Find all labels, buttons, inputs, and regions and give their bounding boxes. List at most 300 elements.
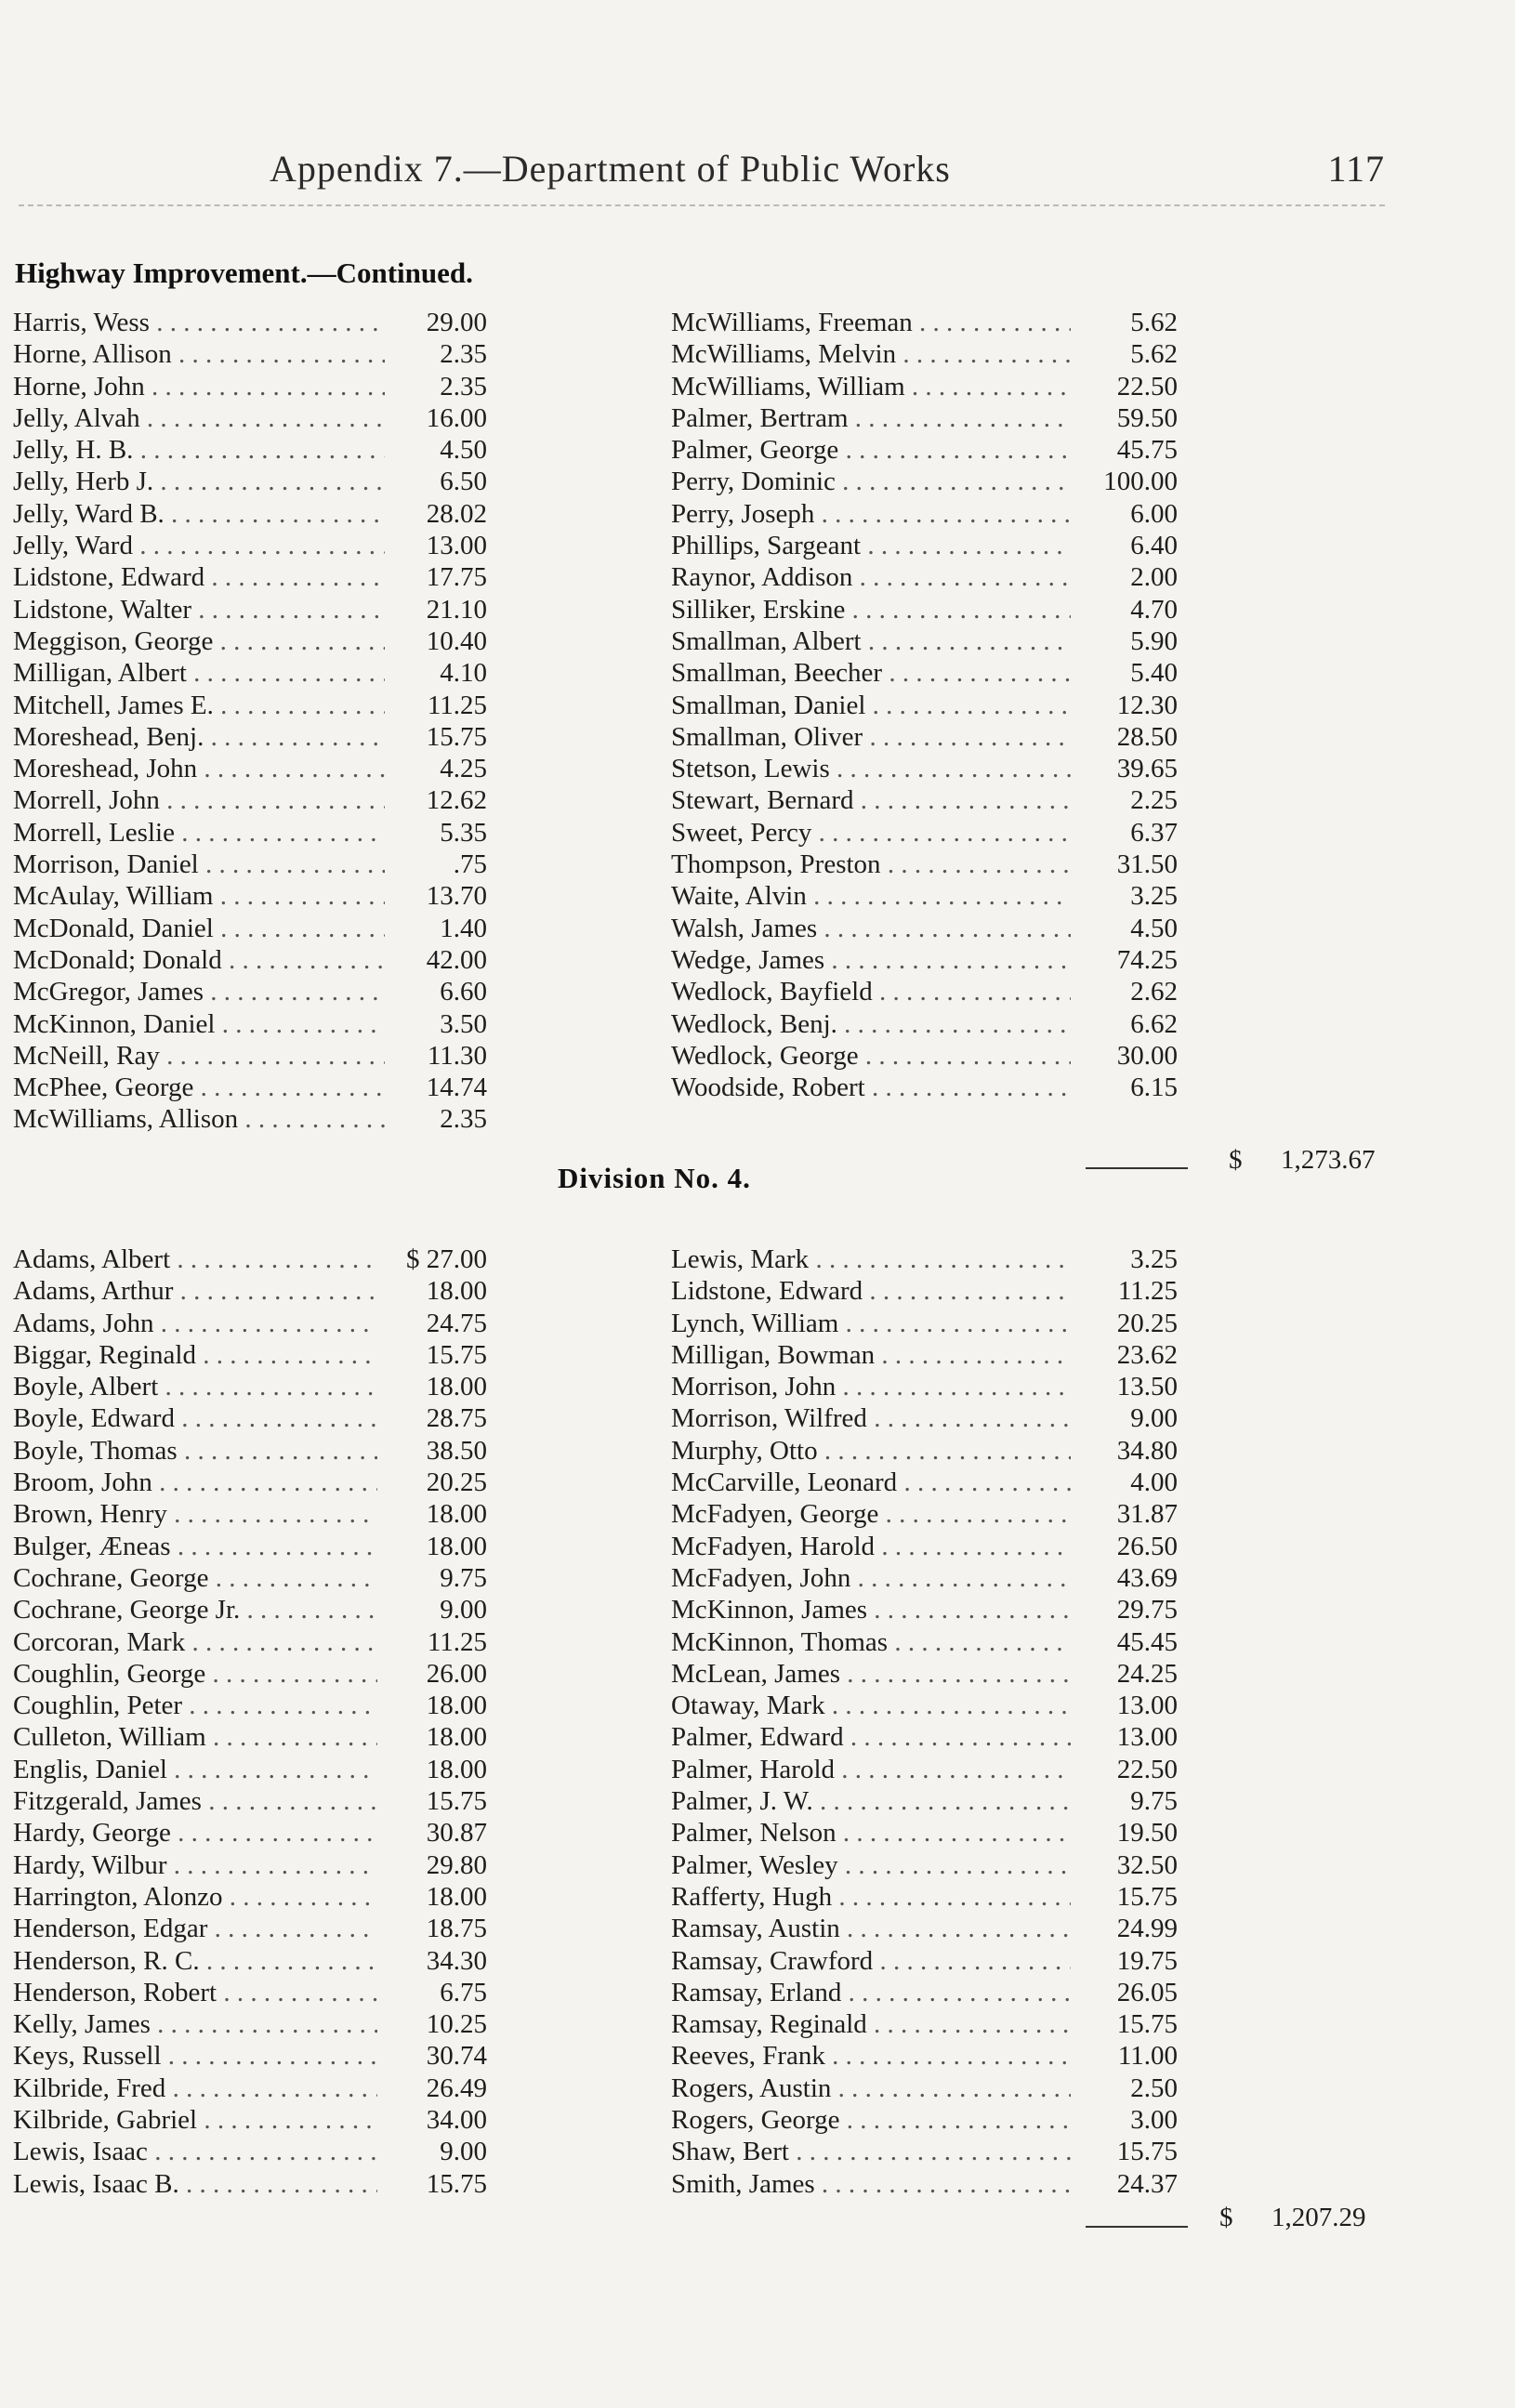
payee-name: Lewis, Isaac B. . . . [13, 2168, 377, 2200]
payee-name: Ramsay, Reginald . . . [671, 2008, 1071, 2040]
payment-amount: 26.05 [1116, 1977, 1178, 2007]
payment-amount: 5.35 [440, 817, 487, 848]
payment-amount: 29.00 [426, 308, 487, 337]
payee-name: Corcoran, Mark . . . [13, 1626, 377, 1658]
payee-name: Smallman, Albert . . . [671, 625, 1071, 657]
table-row [671, 2168, 1178, 2200]
payee-name: Boyle, Albert . . . [13, 1371, 377, 1402]
table-row [671, 1626, 1178, 1658]
table-row [671, 849, 1178, 880]
table-row [13, 1977, 487, 2008]
payee-name: McFadyen, Harold . . . [671, 1531, 1071, 1562]
payee-name: Lidstone, Walter . . . [13, 594, 385, 625]
table-row [671, 402, 1178, 434]
payment-amount: 13.50 [1116, 1372, 1178, 1402]
payment-amount: 15.75 [1116, 1881, 1178, 1912]
table-row [13, 1817, 487, 1849]
payment-amount: 2.35 [440, 371, 487, 401]
table-row [671, 880, 1178, 912]
entries-column-a [13, 307, 487, 1136]
payee-name: McWilliams, Freeman . . . [671, 307, 1071, 338]
payment-amount: 3.25 [1130, 881, 1178, 912]
payee-name: McWilliams, Allison . . . [13, 1103, 385, 1135]
table-row [13, 721, 487, 753]
payment-amount: 11.25 [1117, 1276, 1178, 1307]
table-row [13, 371, 487, 402]
payee-name: Sweet, Percy . . . [671, 817, 1071, 849]
payee-name: Mitchell, James E. . . . [13, 690, 385, 721]
payment-amount: 3.00 [1130, 2105, 1178, 2136]
table-row [671, 1402, 1178, 1434]
table-row [671, 1817, 1178, 1849]
division-total-rule [1086, 2226, 1188, 2228]
payment-amount: 12.30 [1116, 690, 1178, 720]
payment-amount: 6.60 [440, 977, 487, 1007]
payee-name: Reeves, Frank . . . [671, 2040, 1071, 2072]
table-row [671, 1339, 1178, 1371]
payment-amount: 2.35 [440, 339, 487, 370]
table-row [13, 466, 487, 497]
payee-name: Palmer, Bertram . . . [671, 402, 1071, 434]
table-row [671, 434, 1178, 466]
table-row [13, 1103, 487, 1135]
payee-name: Otaway, Mark . . . [671, 1690, 1071, 1721]
table-row [13, 753, 487, 784]
header-rule [19, 204, 1385, 206]
payment-amount: 4.50 [440, 435, 487, 466]
payment-amount: 5.40 [1130, 658, 1178, 689]
payment-amount: 3.25 [1130, 1244, 1178, 1274]
table-row [13, 817, 487, 849]
table-row [671, 338, 1178, 370]
payee-name: McFadyen, George . . . [671, 1498, 1071, 1530]
payment-amount: 11.30 [427, 1040, 487, 1071]
table-row [13, 784, 487, 816]
table-row [671, 498, 1178, 530]
payment-amount: 30.87 [426, 1818, 487, 1849]
table-row [671, 1498, 1178, 1530]
payment-amount: 24.75 [426, 1308, 487, 1338]
payment-amount: 15.75 [426, 2168, 487, 2199]
table-row [13, 561, 487, 593]
table-row [671, 1977, 1178, 2008]
payee-name: Smallman, Daniel . . . [671, 690, 1071, 721]
payee-name: McAulay, William . . . [13, 880, 385, 912]
payee-name: Ramsay, Erland . . . [671, 1977, 1071, 2008]
payee-name: Englis, Daniel . . . [13, 1754, 377, 1785]
payment-amount: 6.37 [1130, 817, 1178, 848]
payee-name: Wedlock, George . . . [671, 1040, 1071, 1072]
entries-column-c [13, 1243, 487, 2200]
payment-amount: 20.25 [426, 1467, 487, 1498]
payee-name: Morrison, Wilfred . . . [671, 1402, 1071, 1434]
payment-amount: 5.90 [1130, 625, 1178, 656]
payee-name: Henderson, Edgar . . . [13, 1913, 377, 1944]
section-title: Highway Improvement.—Continued. [15, 257, 473, 289]
payment-amount: 4.70 [1130, 594, 1178, 625]
payee-name: Jelly, Ward . . . [13, 530, 385, 561]
payee-name: Wedge, James . . . [671, 944, 1071, 976]
payment-amount: 18.00 [426, 1276, 487, 1307]
table-row [13, 1658, 487, 1690]
payment-amount: 6.62 [1130, 1008, 1178, 1039]
payee-name: Broom, John . . . [13, 1467, 377, 1498]
payee-name: McFadyen, John . . . [671, 1562, 1071, 1594]
payment-amount: 2.62 [1130, 977, 1178, 1007]
table-row [671, 1308, 1178, 1339]
payee-name: Raynor, Addison . . . [671, 561, 1071, 593]
payment-amount: 32.50 [1116, 1849, 1178, 1880]
payee-name: Horne, John . . . [13, 371, 385, 402]
table-row [671, 1658, 1178, 1690]
payee-name: Morrell, Leslie . . . [13, 817, 385, 849]
payee-name: Biggar, Reginald . . . [13, 1339, 377, 1371]
payment-amount: 13.70 [426, 881, 487, 912]
payee-name: Boyle, Edward . . . [13, 1402, 377, 1434]
payee-name: McNeill, Ray . . . [13, 1040, 385, 1072]
table-row [13, 1339, 487, 1371]
table-row [13, 1072, 487, 1103]
table-row [13, 1371, 487, 1402]
table-row [671, 1690, 1178, 1721]
payment-amount: 34.00 [426, 2105, 487, 2136]
payee-name: Culleton, William . . . [13, 1721, 377, 1753]
payee-name: Shaw, Bert . . . [671, 2136, 1071, 2167]
payee-name: Hardy, George . . . [13, 1817, 377, 1849]
table-row [13, 2072, 487, 2104]
payment-amount: 2.00 [1130, 562, 1178, 593]
payment-amount: 26.50 [1116, 1531, 1178, 1561]
payee-name: Rogers, George . . . [671, 2104, 1071, 2136]
payee-name: McWilliams, Melvin . . . [671, 338, 1071, 370]
payment-amount: 9.75 [440, 1562, 487, 1593]
payee-name: Jelly, Herb J. . . . [13, 466, 385, 497]
payment-amount: 45.75 [1116, 435, 1178, 466]
payee-name: Lidstone, Edward . . . [13, 561, 385, 593]
payee-name: Moreshead, Benj. . . . [13, 721, 385, 753]
payment-amount: 15.75 [1116, 2009, 1178, 2040]
table-row [13, 498, 487, 530]
payment-amount: .75 [453, 849, 487, 880]
table-row [13, 402, 487, 434]
table-row [13, 434, 487, 466]
table-row [13, 1008, 487, 1040]
payee-name: Kelly, James . . . [13, 2008, 377, 2040]
payment-amount: 59.50 [1116, 402, 1178, 433]
table-row [671, 1562, 1178, 1594]
table-row [671, 1435, 1178, 1467]
payee-name: Brown, Henry . . . [13, 1498, 377, 1530]
payment-amount: 10.25 [426, 2009, 487, 2040]
payment-amount: 14.74 [426, 1072, 487, 1103]
table-row [671, 2040, 1178, 2072]
payee-name: Lynch, William . . . [671, 1308, 1071, 1339]
payment-amount: 19.50 [1116, 1818, 1178, 1849]
payee-name: Palmer, J. W. . . . [671, 1785, 1071, 1817]
payee-name: McPhee, George . . . [13, 1072, 385, 1103]
table-row [671, 594, 1178, 625]
payment-amount: 34.30 [426, 1945, 487, 1976]
table-row [13, 1626, 487, 1658]
payment-amount: 34.80 [1116, 1435, 1178, 1466]
payee-name: Ramsay, Austin . . . [671, 1913, 1071, 1944]
payee-name: Kilbride, Gabriel . . . [13, 2104, 377, 2136]
payment-amount: 29.80 [426, 1849, 487, 1880]
table-row [671, 1754, 1178, 1785]
table-row [671, 690, 1178, 721]
table-row [13, 1275, 487, 1307]
payment-amount: 5.62 [1130, 308, 1178, 337]
payment-amount: 19.75 [1116, 1945, 1178, 1976]
payee-name: Walsh, James . . . [671, 913, 1071, 944]
payment-amount: 38.50 [426, 1435, 487, 1466]
payment-amount: 31.87 [1116, 1499, 1178, 1530]
table-row [13, 1562, 487, 1594]
payee-name: Stetson, Lewis . . . [671, 753, 1071, 784]
payee-name: McDonald; Donald . . . [13, 944, 385, 976]
payee-name: Kilbride, Fred . . . [13, 2072, 377, 2104]
payment-amount: 18.00 [426, 1722, 487, 1753]
payment-amount: 22.50 [1116, 1754, 1178, 1784]
payment-amount: 4.25 [440, 754, 487, 784]
payment-amount: 30.00 [1116, 1040, 1178, 1071]
section-total-symbol: $ [1229, 1145, 1243, 1175]
payment-amount: 24.25 [1116, 1658, 1178, 1689]
payee-name: Palmer, Edward . . . [671, 1721, 1071, 1753]
payment-amount: 18.00 [426, 1754, 487, 1784]
table-row [671, 1881, 1178, 1913]
payee-name: McKinnon, Thomas . . . [671, 1626, 1071, 1658]
payee-name: Keys, Russell . . . [13, 2040, 377, 2072]
table-row [13, 1785, 487, 1817]
payee-name: Palmer, George . . . [671, 434, 1071, 466]
table-row [671, 371, 1178, 402]
table-row [671, 1243, 1178, 1275]
payee-name: Waite, Alvin . . . [671, 880, 1071, 912]
table-row [13, 1243, 487, 1275]
table-row [671, 1040, 1178, 1072]
payment-amount: 15.75 [426, 721, 487, 752]
table-row [13, 1945, 487, 1977]
header-title: Appendix 7.—Department of Public Works [270, 148, 951, 190]
table-row [671, 1849, 1178, 1881]
payment-amount: 5.62 [1130, 339, 1178, 370]
payment-amount: 15.75 [426, 1786, 487, 1817]
payee-name: Morrison, John . . . [671, 1371, 1071, 1402]
payment-amount: $ 27.00 [406, 1244, 487, 1274]
payee-name: Smith, James . . . [671, 2168, 1071, 2200]
payment-amount: 18.00 [426, 1691, 487, 1721]
payee-name: Silliker, Erskine . . . [671, 594, 1071, 625]
payment-amount: 4.00 [1130, 1467, 1178, 1498]
table-row [671, 976, 1178, 1007]
table-row [671, 817, 1178, 849]
payment-amount: 13.00 [426, 531, 487, 561]
payee-name: Palmer, Nelson . . . [671, 1817, 1071, 1849]
section-total-amount: 1,273.67 [1281, 1145, 1376, 1175]
table-row [13, 1881, 487, 1913]
table-row [671, 2008, 1178, 2040]
payment-amount: 10.40 [426, 625, 487, 656]
payment-amount: 21.10 [426, 594, 487, 625]
payee-name: Milligan, Bowman . . . [671, 1339, 1071, 1371]
division-total-amount: 1,207.29 [1271, 2203, 1366, 2232]
payment-amount: 20.25 [1116, 1308, 1178, 1338]
payment-amount: 4.10 [440, 658, 487, 689]
payee-name: Fitzgerald, James . . . [13, 1785, 377, 1817]
table-row [13, 1913, 487, 1944]
payee-name: Jelly, H. B. . . . [13, 434, 385, 466]
payment-amount: 9.00 [440, 2137, 487, 2167]
table-row [671, 466, 1178, 497]
payment-amount: 2.50 [1130, 2072, 1178, 2103]
table-row [13, 1531, 487, 1562]
table-row [13, 2104, 487, 2136]
table-row [671, 1008, 1178, 1040]
payee-name: McDonald, Daniel . . . [13, 913, 385, 944]
payment-amount: 30.74 [426, 2041, 487, 2072]
payment-amount: 26.00 [426, 1658, 487, 1689]
payee-name: Smallman, Beecher . . . [671, 657, 1071, 689]
payee-name: Cochrane, George Jr. . . . [13, 1594, 377, 1625]
table-row [671, 530, 1178, 561]
table-row [13, 1467, 487, 1498]
table-row [13, 1754, 487, 1785]
payment-amount: 29.75 [1116, 1595, 1178, 1625]
payment-amount: 11.25 [427, 1626, 487, 1657]
table-row [13, 1435, 487, 1467]
payee-name: Thompson, Preston . . . [671, 849, 1071, 880]
table-row [671, 307, 1178, 338]
payment-amount: 100.00 [1103, 467, 1178, 497]
payment-amount: 12.62 [426, 785, 487, 816]
payee-name: Hardy, Wilbur . . . [13, 1849, 377, 1881]
payment-amount: 11.00 [1117, 2041, 1178, 2072]
payee-name: McLean, James . . . [671, 1658, 1071, 1690]
table-row [13, 657, 487, 689]
table-row [671, 2104, 1178, 2136]
table-row [671, 1371, 1178, 1402]
payee-name: McGregor, James . . . [13, 976, 385, 1007]
payee-name: Horne, Allison . . . [13, 338, 385, 370]
table-row [13, 1690, 487, 1721]
division-total-symbol: $ [1219, 2203, 1233, 2232]
payment-amount: 18.00 [426, 1531, 487, 1561]
payment-amount: 18.00 [426, 1499, 487, 1530]
payment-amount: 24.99 [1116, 1914, 1178, 1944]
payment-amount: 18.75 [426, 1914, 487, 1944]
payee-name: Phillips, Sargeant . . . [671, 530, 1071, 561]
payee-name: Lidstone, Edward . . . [671, 1275, 1071, 1307]
table-row [13, 690, 487, 721]
table-row [13, 307, 487, 338]
table-row [13, 976, 487, 1007]
table-row [671, 561, 1178, 593]
payee-name: Perry, Joseph . . . [671, 498, 1071, 530]
payee-name: Henderson, R. C. . . . [13, 1945, 377, 1977]
payment-amount: 74.25 [1116, 944, 1178, 975]
entries-column-d [671, 1243, 1178, 2200]
table-row [671, 1785, 1178, 1817]
payee-name: Stewart, Bernard . . . [671, 784, 1071, 816]
payee-name: Jelly, Alvah . . . [13, 402, 385, 434]
payment-amount: 15.75 [426, 1339, 487, 1370]
payment-amount: 6.00 [1130, 498, 1178, 529]
payee-name: McKinnon, James . . . [671, 1594, 1071, 1625]
table-row [671, 1913, 1178, 1944]
payment-amount: 23.62 [1116, 1339, 1178, 1370]
table-row [13, 1721, 487, 1753]
payment-amount: 31.50 [1116, 849, 1178, 880]
table-row [671, 1072, 1178, 1103]
payment-amount: 16.00 [426, 402, 487, 433]
payee-name: Ramsay, Crawford . . . [671, 1945, 1071, 1977]
payee-name: Coughlin, Peter . . . [13, 1690, 377, 1721]
payee-name: Woodside, Robert . . . [671, 1072, 1071, 1103]
table-row [671, 1594, 1178, 1625]
payment-amount: 26.49 [426, 2072, 487, 2103]
table-row [671, 1275, 1178, 1307]
table-row [13, 338, 487, 370]
payment-amount: 45.45 [1116, 1626, 1178, 1657]
payee-name: Harris, Wess . . . [13, 307, 385, 338]
table-row [13, 1849, 487, 1881]
payment-amount: 2.25 [1130, 785, 1178, 816]
payee-name: Lewis, Isaac . . . [13, 2136, 377, 2167]
table-row [13, 1594, 487, 1625]
entries-column-b [671, 307, 1178, 1103]
payee-name: Adams, John . . . [13, 1308, 377, 1339]
payee-name: Rafferty, Hugh . . . [671, 1881, 1071, 1913]
payee-name: Boyle, Thomas . . . [13, 1435, 377, 1467]
payment-amount: 9.00 [1130, 1403, 1178, 1434]
table-row [671, 1531, 1178, 1562]
table-row [13, 944, 487, 976]
payee-name: Adams, Arthur . . . [13, 1275, 377, 1307]
page-number: 117 [1327, 148, 1385, 190]
payment-amount: 1.40 [440, 913, 487, 943]
table-row [671, 753, 1178, 784]
payee-name: Palmer, Wesley . . . [671, 1849, 1071, 1881]
table-row [671, 944, 1178, 976]
payment-amount: 42.00 [426, 944, 487, 975]
payment-amount: 2.35 [440, 1104, 487, 1135]
table-row [13, 1308, 487, 1339]
payment-amount: 3.50 [440, 1008, 487, 1039]
table-row [671, 657, 1178, 689]
payee-name: McWilliams, William . . . [671, 371, 1071, 402]
payment-amount: 13.00 [1116, 1722, 1178, 1753]
table-row [671, 721, 1178, 753]
payee-name: Adams, Albert . . . [13, 1243, 377, 1275]
table-row [13, 1402, 487, 1434]
table-row [13, 1040, 487, 1072]
payee-name: Wedlock, Bayfield . . . [671, 976, 1071, 1007]
payee-name: Perry, Dominic . . . [671, 466, 1071, 497]
table-row [671, 1467, 1178, 1498]
table-row [13, 2040, 487, 2072]
payment-amount: 43.69 [1116, 1562, 1178, 1593]
payment-amount: 9.00 [440, 1595, 487, 1625]
payee-name: Rogers, Austin . . . [671, 2072, 1071, 2104]
payment-amount: 22.50 [1116, 371, 1178, 401]
table-row [13, 880, 487, 912]
payment-amount: 18.00 [426, 1881, 487, 1912]
table-row [13, 594, 487, 625]
payee-name: Murphy, Otto . . . [671, 1435, 1071, 1467]
table-row [13, 913, 487, 944]
section-total-rule [1086, 1167, 1188, 1169]
